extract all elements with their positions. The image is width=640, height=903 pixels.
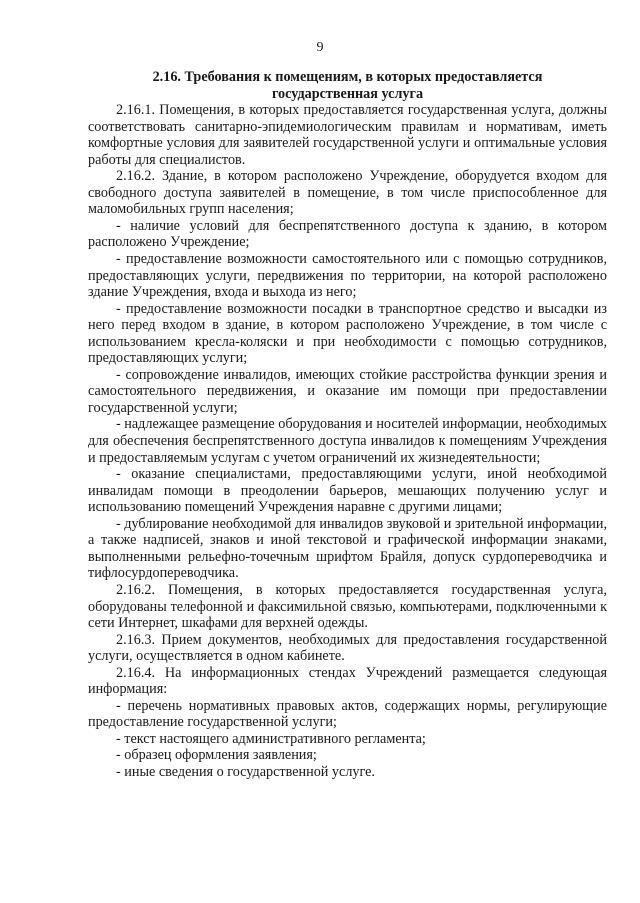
section-heading-line-2: государственная услуга — [271, 85, 424, 102]
page-number: 9 — [316, 40, 324, 55]
paragraph-2-16-1: 2.16.1. Помещения, в которых предоставляется государственная услуга, должны соответствовать санитарно-эпидемиологическим правилам и нормативам, иметь комфортные условия для заявителей государственной услуги и оптимальные условия работы для специалистов. — [88, 102, 607, 168]
section-heading-line-1: 2.16. Требования к помещениям, в которых предоставляется — [152, 69, 543, 85]
list-item-other-info: - иные сведения о государственной услуге. — [116, 763, 375, 780]
paragraph-2-16-2: 2.16.2. Здание, в котором расположено Учреждение, оборудуется входом для свободного доступа заявителей в помещение, в том числе приспособленное для маломобильных групп населения; — [88, 168, 607, 218]
list-item-legal-acts: - перечень нормативных правовых актов, содержащих нормы, регулирующие предоставление государственной услуги; — [88, 697, 607, 731]
paragraph-2-16-4: 2.16.4. На информационных стендах Учреждений размещается следующая информация: — [88, 664, 607, 698]
list-item-application-sample: - образец оформления заявления; — [116, 747, 317, 764]
list-item-transport-boarding: - предоставление возможности посадки в транспортное средство и высадки из него перед входом в здание, в котором расположено Учреждение, в том числе с использованием кресла-коляски и при необходимости с помощью сотрудников, предоставляющих услуги; — [88, 300, 607, 367]
paragraph-premises-equipment: 2.16.2. Помещения, в которых предоставляется государственная услуга, оборудованы телефонной и факсимильной связью, компьютерами, подключенными к сети Интернет, шкафами для верхней одежды. — [88, 581, 607, 632]
list-item-movement: - предоставление возможности самостоятельного или с помощью сотрудников, предоставляющих услуги, передвижения по территории, на которой расположено здание Учреждения, входа и выхода из него; — [88, 251, 607, 301]
list-item-access-conditions: - наличие условий для беспрепятственного доступа к зданию, в котором расположено Учреждение; — [88, 217, 607, 251]
document-body — [88, 69, 607, 781]
paragraph-2-16-3: 2.16.3. Прием документов, необходимых для предоставления государственной услуги, осуществляется в одном кабинете. — [88, 631, 607, 665]
list-item-specialist-assistance: - оказание специалистами, предоставляющими услуги, иной необходимой инвалидам помощи в преодолении барьеров, мешающих получению услуг и использованию помещений Учреждения наравне с другими лицами; — [88, 466, 607, 516]
list-item-information-duplication: - дублирование необходимой для инвалидов звуковой и зрительной информации, а также надписей, знаков и иной текстовой и графической информации знаками, выполненными рельефно-точечным шрифтом Брайля, допуск сурдопереводчика и тифлосурдопереводчика. — [88, 515, 607, 582]
list-item-escort: - сопровождение инвалидов, имеющих стойкие расстройства функции зрения и самостоятельного передвижения, и оказание им помощи при предоставлении государственной услуги; — [88, 366, 607, 416]
section-heading — [88, 69, 607, 102]
list-item-equipment-placement: - надлежащее размещение оборудования и носителей информации, необходимых для обеспечения беспрепятственного доступа инвалидов к помещениям Учреждения и предоставляемым услугам с учетом ограничений их жизнедеятельности; — [88, 416, 607, 466]
list-item-regulation-text: - текст настоящего административного регламента; — [116, 730, 426, 747]
